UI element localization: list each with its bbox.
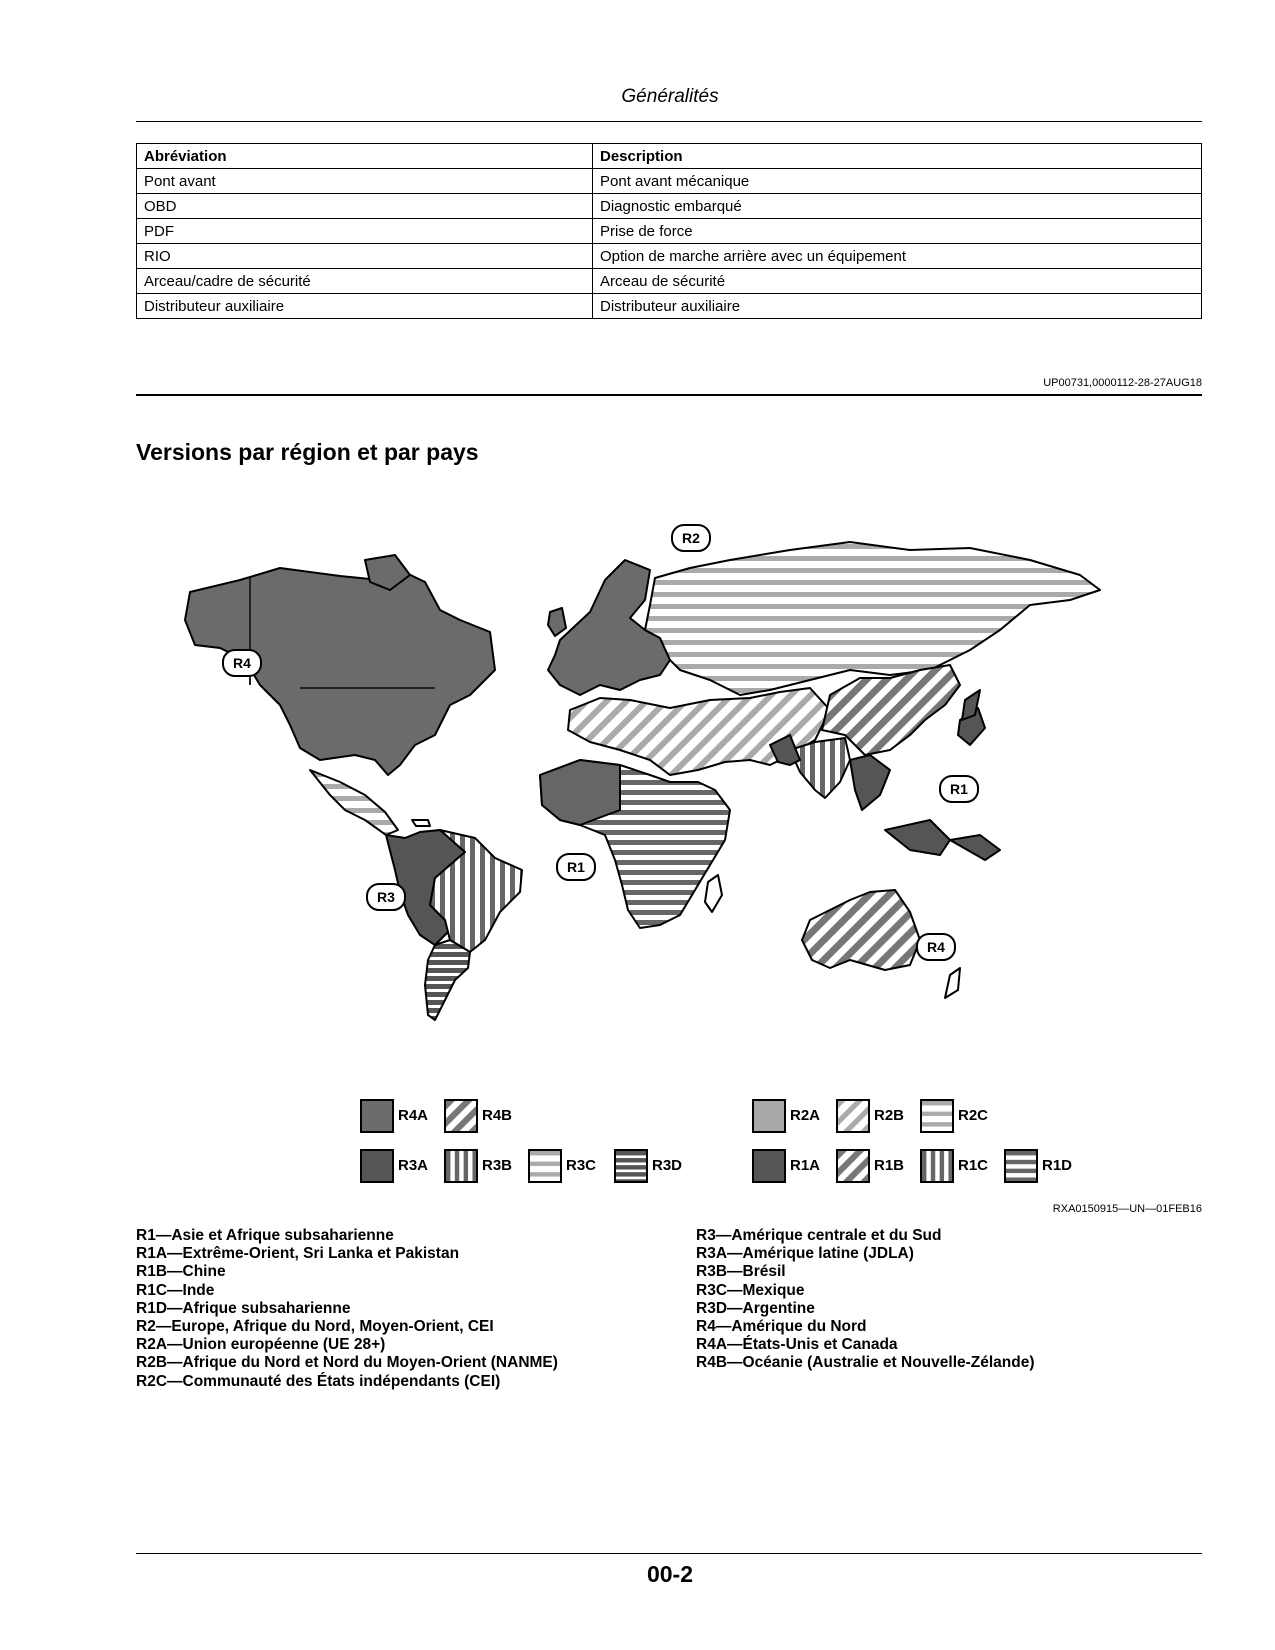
table-row <box>137 244 1202 269</box>
swatch-r2a <box>752 1099 786 1133</box>
legend-label: R1B <box>874 1157 905 1174</box>
caption-list-right <box>696 1227 1035 1373</box>
map-label-r1-africa: R1 <box>567 859 585 875</box>
cis-region <box>645 542 1100 695</box>
page-number: 00-2 <box>646 1561 694 1587</box>
reference-code: UP00731,0000112-28-27AUG18 <box>1043 377 1202 389</box>
description-cell: Distributeur auxiliaire <box>593 294 1202 319</box>
legend-label: R3B <box>482 1157 513 1174</box>
caption-item: R1—Asie et Afrique subsaharienne <box>136 1227 394 1244</box>
column-header-description: Description <box>593 144 1202 169</box>
map-label-r4-north-america: R4 <box>233 655 251 671</box>
caption-item: R3C—Mexique <box>696 1281 805 1299</box>
map-label-r3: R3 <box>377 889 395 905</box>
swatch-r2c <box>920 1099 954 1133</box>
table-header-row <box>137 144 1202 169</box>
argentina-region <box>425 940 470 1020</box>
description-cell: Pont avant mécanique <box>593 169 1202 194</box>
map-label-r2: R2 <box>682 530 700 546</box>
description-cell: Diagnostic embarqué <box>593 194 1202 219</box>
caption-item: R2A—Union européenne (UE 28+) <box>136 1336 386 1354</box>
caption-item: R1A—Extrême-Orient, Sri Lanka et Pakistan <box>136 1245 460 1263</box>
swatch-r1d <box>1004 1149 1038 1183</box>
caption-item: R1C—Inde <box>136 1281 215 1299</box>
swatch-r3b <box>444 1149 478 1183</box>
table-row <box>137 169 1202 194</box>
legend-label: R2C <box>958 1107 989 1124</box>
legend-label: R3C <box>566 1157 597 1174</box>
swatch-r3d <box>614 1149 648 1183</box>
india-region <box>790 738 850 798</box>
legend-label: R4A <box>398 1107 429 1124</box>
figure-reference-code: RXA0150915—UN—01FEB16 <box>1052 1203 1202 1215</box>
legend-label: R1A <box>790 1157 821 1174</box>
abbreviation-cell: RIO <box>137 244 593 269</box>
map-label-r4-oceania: R4 <box>927 939 945 955</box>
swatch-r4b <box>444 1099 478 1133</box>
caption-item: R4B—Océanie (Australie et Nouvelle-Zélande) <box>696 1354 1035 1372</box>
caption-item: R3D—Argentine <box>696 1299 815 1317</box>
legend-label: R4B <box>482 1107 513 1124</box>
legend-label: R1C <box>958 1157 989 1174</box>
swatch-r1c <box>920 1149 954 1183</box>
column-header-abbreviation: Abréviation <box>137 144 593 169</box>
table-row <box>137 219 1202 244</box>
world-region-map <box>150 520 1150 1060</box>
caption-item: R3B—Brésil <box>696 1263 786 1281</box>
legend-label: R1D <box>1042 1157 1073 1174</box>
swatch-r3c <box>528 1149 562 1183</box>
swatch-r2b <box>836 1099 870 1133</box>
footer-rule <box>136 1553 1202 1554</box>
legend-label: R2A <box>790 1107 821 1124</box>
legend-label: R2B <box>874 1107 905 1124</box>
australia-region <box>802 890 920 970</box>
swatch-r3a <box>360 1149 394 1183</box>
abbreviation-cell: Distributeur auxiliaire <box>137 294 593 319</box>
caption-item: R1D—Afrique subsaharienne <box>136 1299 351 1317</box>
abbreviation-cell: PDF <box>137 219 593 244</box>
swatch-r1a <box>752 1149 786 1183</box>
abbreviation-cell: Pont avant <box>137 169 593 194</box>
legend-label: R3A <box>398 1157 429 1174</box>
caption-item: R4A—États-Unis et Canada <box>696 1336 898 1354</box>
table-row <box>137 294 1202 319</box>
caption-list-left <box>136 1227 558 1391</box>
caption-item: R1B—Chine <box>136 1263 226 1281</box>
section-rule <box>136 394 1202 396</box>
caption-item: R3A—Amérique latine (JDLA) <box>696 1245 914 1263</box>
caption-item: R2—Europe, Afrique du Nord, Moyen-Orient, CEI <box>136 1318 494 1336</box>
caption-item: R4—Amérique du Nord <box>696 1318 867 1336</box>
header-rule <box>136 121 1202 122</box>
page-header-title: Généralités <box>621 86 719 107</box>
description-cell: Prise de force <box>593 219 1202 244</box>
swatch-r1b <box>836 1149 870 1183</box>
legend-label: R3D <box>652 1157 683 1174</box>
description-cell: Option de marche arrière avec un équipement <box>593 244 1202 269</box>
section-title: Versions par région et par pays <box>136 439 479 465</box>
abbreviation-cell: OBD <box>137 194 593 219</box>
caption-item: R2C—Communauté des États indépendants (CEI) <box>136 1372 501 1390</box>
abbreviation-table <box>136 143 1202 319</box>
description-cell: Arceau de sécurité <box>593 269 1202 294</box>
abbreviation-cell: Arceau/cadre de sécurité <box>137 269 593 294</box>
map-label-r1-asia: R1 <box>950 781 968 797</box>
caption-item: R3—Amérique centrale et du Sud <box>696 1227 942 1244</box>
table-row <box>137 194 1202 219</box>
caption-item: R2B—Afrique du Nord et Nord du Moyen-Orient (NANME) <box>136 1354 558 1372</box>
mexico-region <box>310 770 398 835</box>
swatch-r4a <box>360 1099 394 1133</box>
table-row <box>137 269 1202 294</box>
